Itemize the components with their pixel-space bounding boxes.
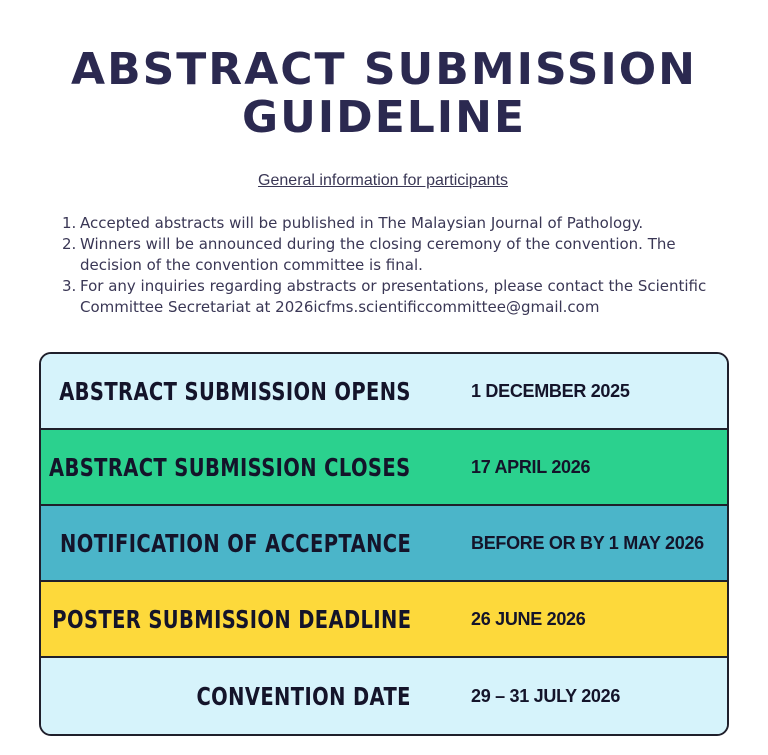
schedule-row-abstract-opens: [41, 354, 727, 430]
info-item-number: 3.: [62, 277, 77, 295]
schedule-date: 17 APRIL 2026: [471, 456, 591, 477]
schedule-label: NOTIFICATION OF ACCEPTANCE: [59, 528, 411, 558]
info-item-text: For any inquiries regarding abstracts or presentations, please contact the Scientific Committee Secretariat at 2026icfms.scientificcommittee@gmail.com: [80, 277, 707, 316]
schedule-date: BEFORE OR BY 1 MAY 2026: [471, 532, 704, 553]
section-subtitle: General information for participants: [258, 172, 508, 189]
schedule-date: 1 DECEMBER 2025: [471, 380, 630, 401]
schedule-label: POSTER SUBMISSION DEADLINE: [51, 604, 411, 634]
title-line-1: ABSTRACT SUBMISSION: [71, 44, 697, 95]
schedule-row-notification: [41, 506, 727, 582]
info-item-number: 2.: [62, 235, 77, 253]
schedule-label: ABSTRACT SUBMISSION OPENS: [59, 376, 411, 406]
schedule-label: ABSTRACT SUBMISSION CLOSES: [49, 452, 411, 482]
info-item-text: Winners will be announced during the closing ceremony of the convention. The decision of the convention committee is final.: [80, 235, 676, 274]
info-item-number: 1.: [62, 214, 77, 232]
info-item: [62, 234, 720, 276]
schedule-row-convention-date: [41, 658, 727, 734]
page-title: [0, 46, 768, 142]
schedule-date: 29 – 31 JULY 2026: [471, 685, 621, 706]
info-list: [62, 213, 720, 318]
title-line-2: GUIDELINE: [241, 92, 527, 143]
schedule-label: CONVENTION DATE: [196, 681, 411, 711]
schedule-row-abstract-closes: [41, 430, 727, 506]
info-item: [62, 213, 720, 234]
schedule-table: [39, 352, 729, 736]
info-item: [62, 276, 720, 318]
schedule-date: 26 JUNE 2026: [471, 608, 586, 629]
info-item-text: Accepted abstracts will be published in The Malaysian Journal of Pathology.: [80, 214, 644, 232]
schedule-row-poster-deadline: [41, 582, 727, 658]
